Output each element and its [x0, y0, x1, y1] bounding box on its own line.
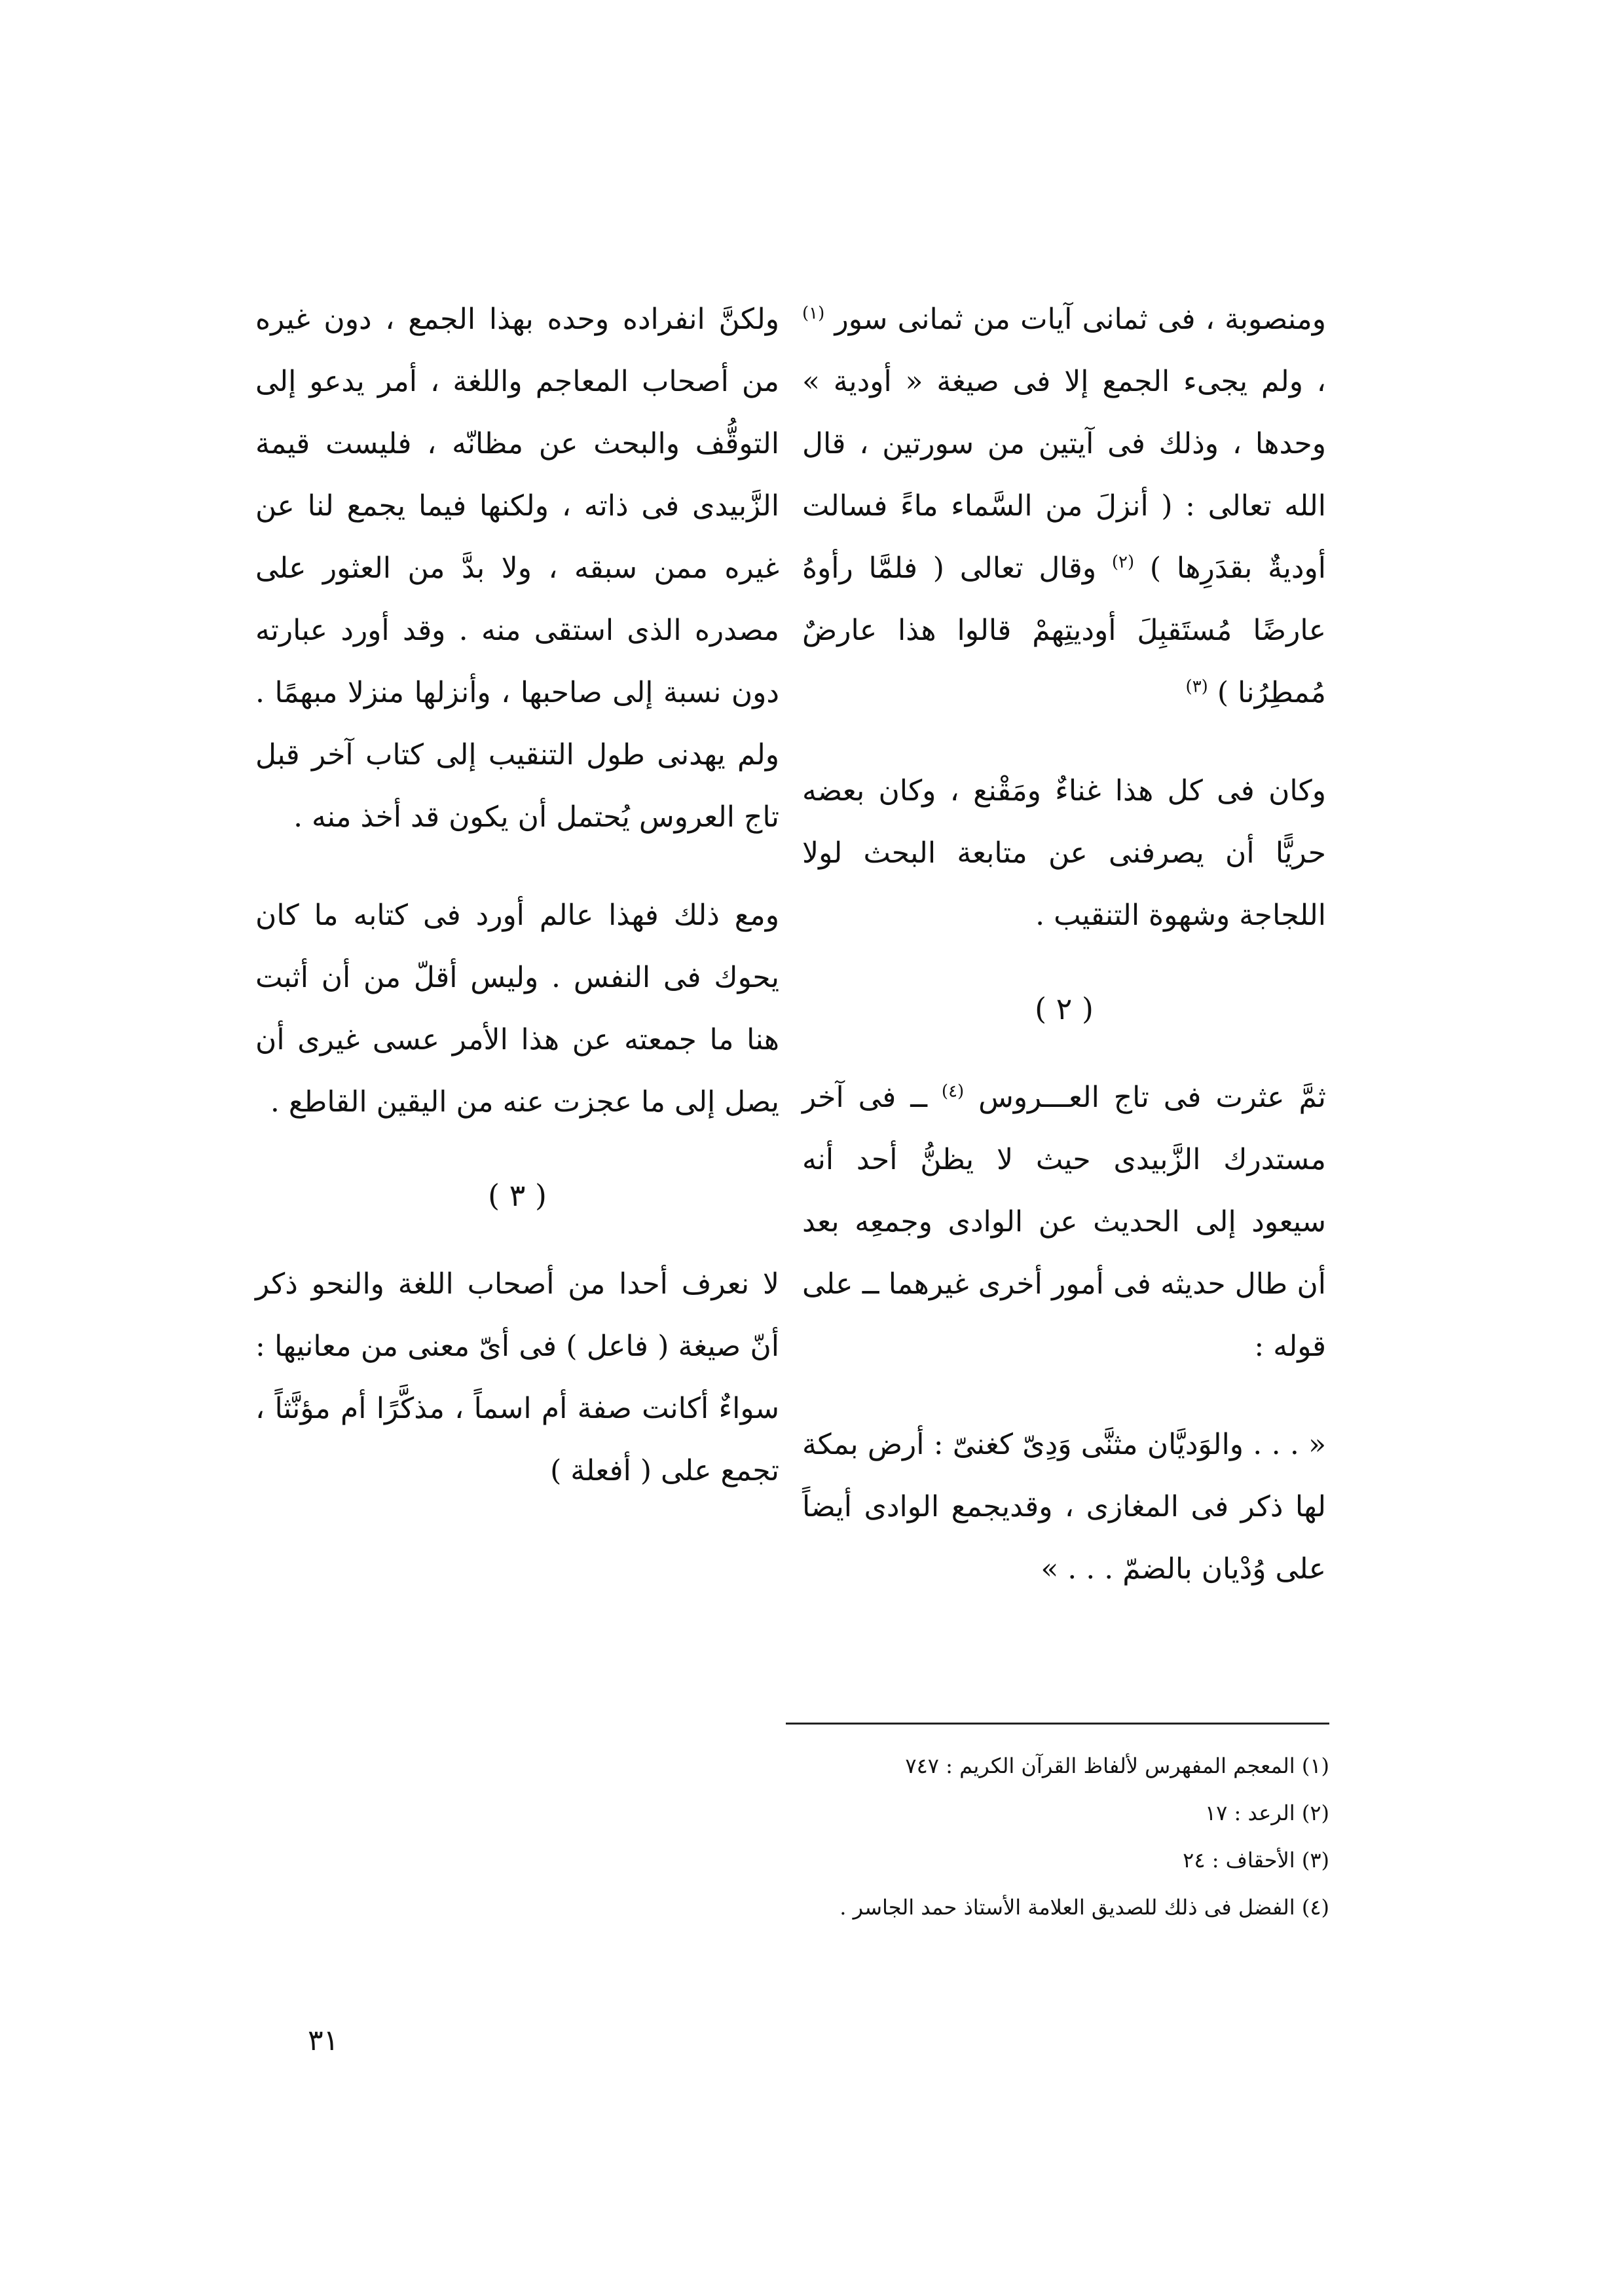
footnotes [766, 1742, 1329, 1931]
right-column [802, 288, 1326, 1600]
paragraph-text: ثمَّ عثرت فى تاج العـــروس [978, 1081, 1326, 1114]
footnote-ref: (٣) [1185, 677, 1208, 697]
footnote: (٤) الفضل فى ذلك للصديق العلامة الأستاذ حمد الجاسر . [840, 1895, 1329, 1920]
footnote-divider [786, 1723, 1329, 1725]
paragraph [802, 1066, 1326, 1377]
paragraph-text: وقال تعالى ( فلمَّا رأوهُ عارضًا مُستَقبِلَ أوديتِهمْ قالوا هذا عارضٌ مُمطِرُنا ) [802, 551, 1326, 709]
paragraph-text: ومنصوبة ، فى ثمانى آيات من ثمانى سور [834, 303, 1326, 336]
paragraph: وكان فى كل هذا غناءٌ ومَقْنع ، وكان بعضه حريًّا أن يصرفنى عن متابعة البحث لولا اللجاجة وشهوة التنقيب . [802, 774, 1326, 932]
paragraph [802, 288, 1326, 724]
quotation: « . . . والوَديَّان مثنَّى وَدِىّ كغنىّ : أرض بمكة لها ذكر فى المغازى ، وقديجمع الوادى أيضاً على وُدْيان بالضمّ . . . » [802, 1428, 1326, 1586]
footnote: (٢) الرعد : ١٧ [1204, 1801, 1329, 1825]
paragraph: ومع ذلك فهذا عالم أورد فى كتابه ما كان يحوك فى النفس . وليس أقلّ من أن أثبت هنا ما جمعته عن هذا الأمر عسى غيرى أن يصل إلى ما عجزت عنه من اليقين القاطع . [255, 899, 779, 1119]
paragraph-text: ، ولم يجىء الجمع إلا فى صيغة « أودية » وحدها ، وذلك فى آيتين من سورتين ، قال الله تعالى : ( أنزلَ من السَّماء ماءً فسالت أوديةٌ بقدَرِها ) [802, 365, 1326, 585]
footnote-ref: (٤) [941, 1081, 965, 1102]
page-number: ٣١ [308, 2024, 339, 2057]
paragraph-text: ــ فى آخر مستدرك الزَّبيدى حيث لا يظنُّ أحد أنه سيعود إلى الحديث عن الوادى وجمعِه بعد أن طال حديثه فى أمور أخرى غيرهما ــ على قوله : [802, 1081, 1326, 1363]
footnote-ref: (١) [802, 303, 825, 324]
paragraph: ولكنَّ انفراده وحده بهذا الجمع ، دون غيره من أصحاب المعاجم واللغة ، أمر يدعو إلى التوقُّف والبحث عن مظانّه ، فليست قيمة الزَّبيدى فى ذاته ، ولكنها فيما يجمع لنا عن غيره ممن سبقه ، ولا بدَّ من العثور على مصدره الذى استقى منه . وقد أورد عبارته دون نسبة إلى صاحبها ، وأنزلها منزلا مبهمًا . ولم يهدنى طول التنقيب إلى كتاب آخر قبل تاج العروس يُحتمل أن يكون قد أخذ منه . [255, 303, 779, 834]
footnote: (١) المعجم المفهرس لألفاظ القرآن الكريم : ٧٤٧ [905, 1753, 1329, 1778]
paragraph: لا نعرف أحدا من أصحاب اللغة والنحو ذكر أنّ صيغة ( فاعل ) فى أىّ معنى من معانيها : سواءٌ أكانت صفة أم اسماً ، مذكَّرًا أم مؤنَّثاً ، تجمع على ( أفعلة ) [255, 1267, 779, 1487]
section-heading: ( ٢ ) [1035, 991, 1094, 1026]
section-heading: ( ٣ ) [488, 1178, 547, 1213]
left-column [255, 288, 779, 1502]
footnote: (٣) الأحقاف : ٢٤ [1183, 1848, 1329, 1873]
footnote-ref: (٢) [1111, 552, 1135, 572]
